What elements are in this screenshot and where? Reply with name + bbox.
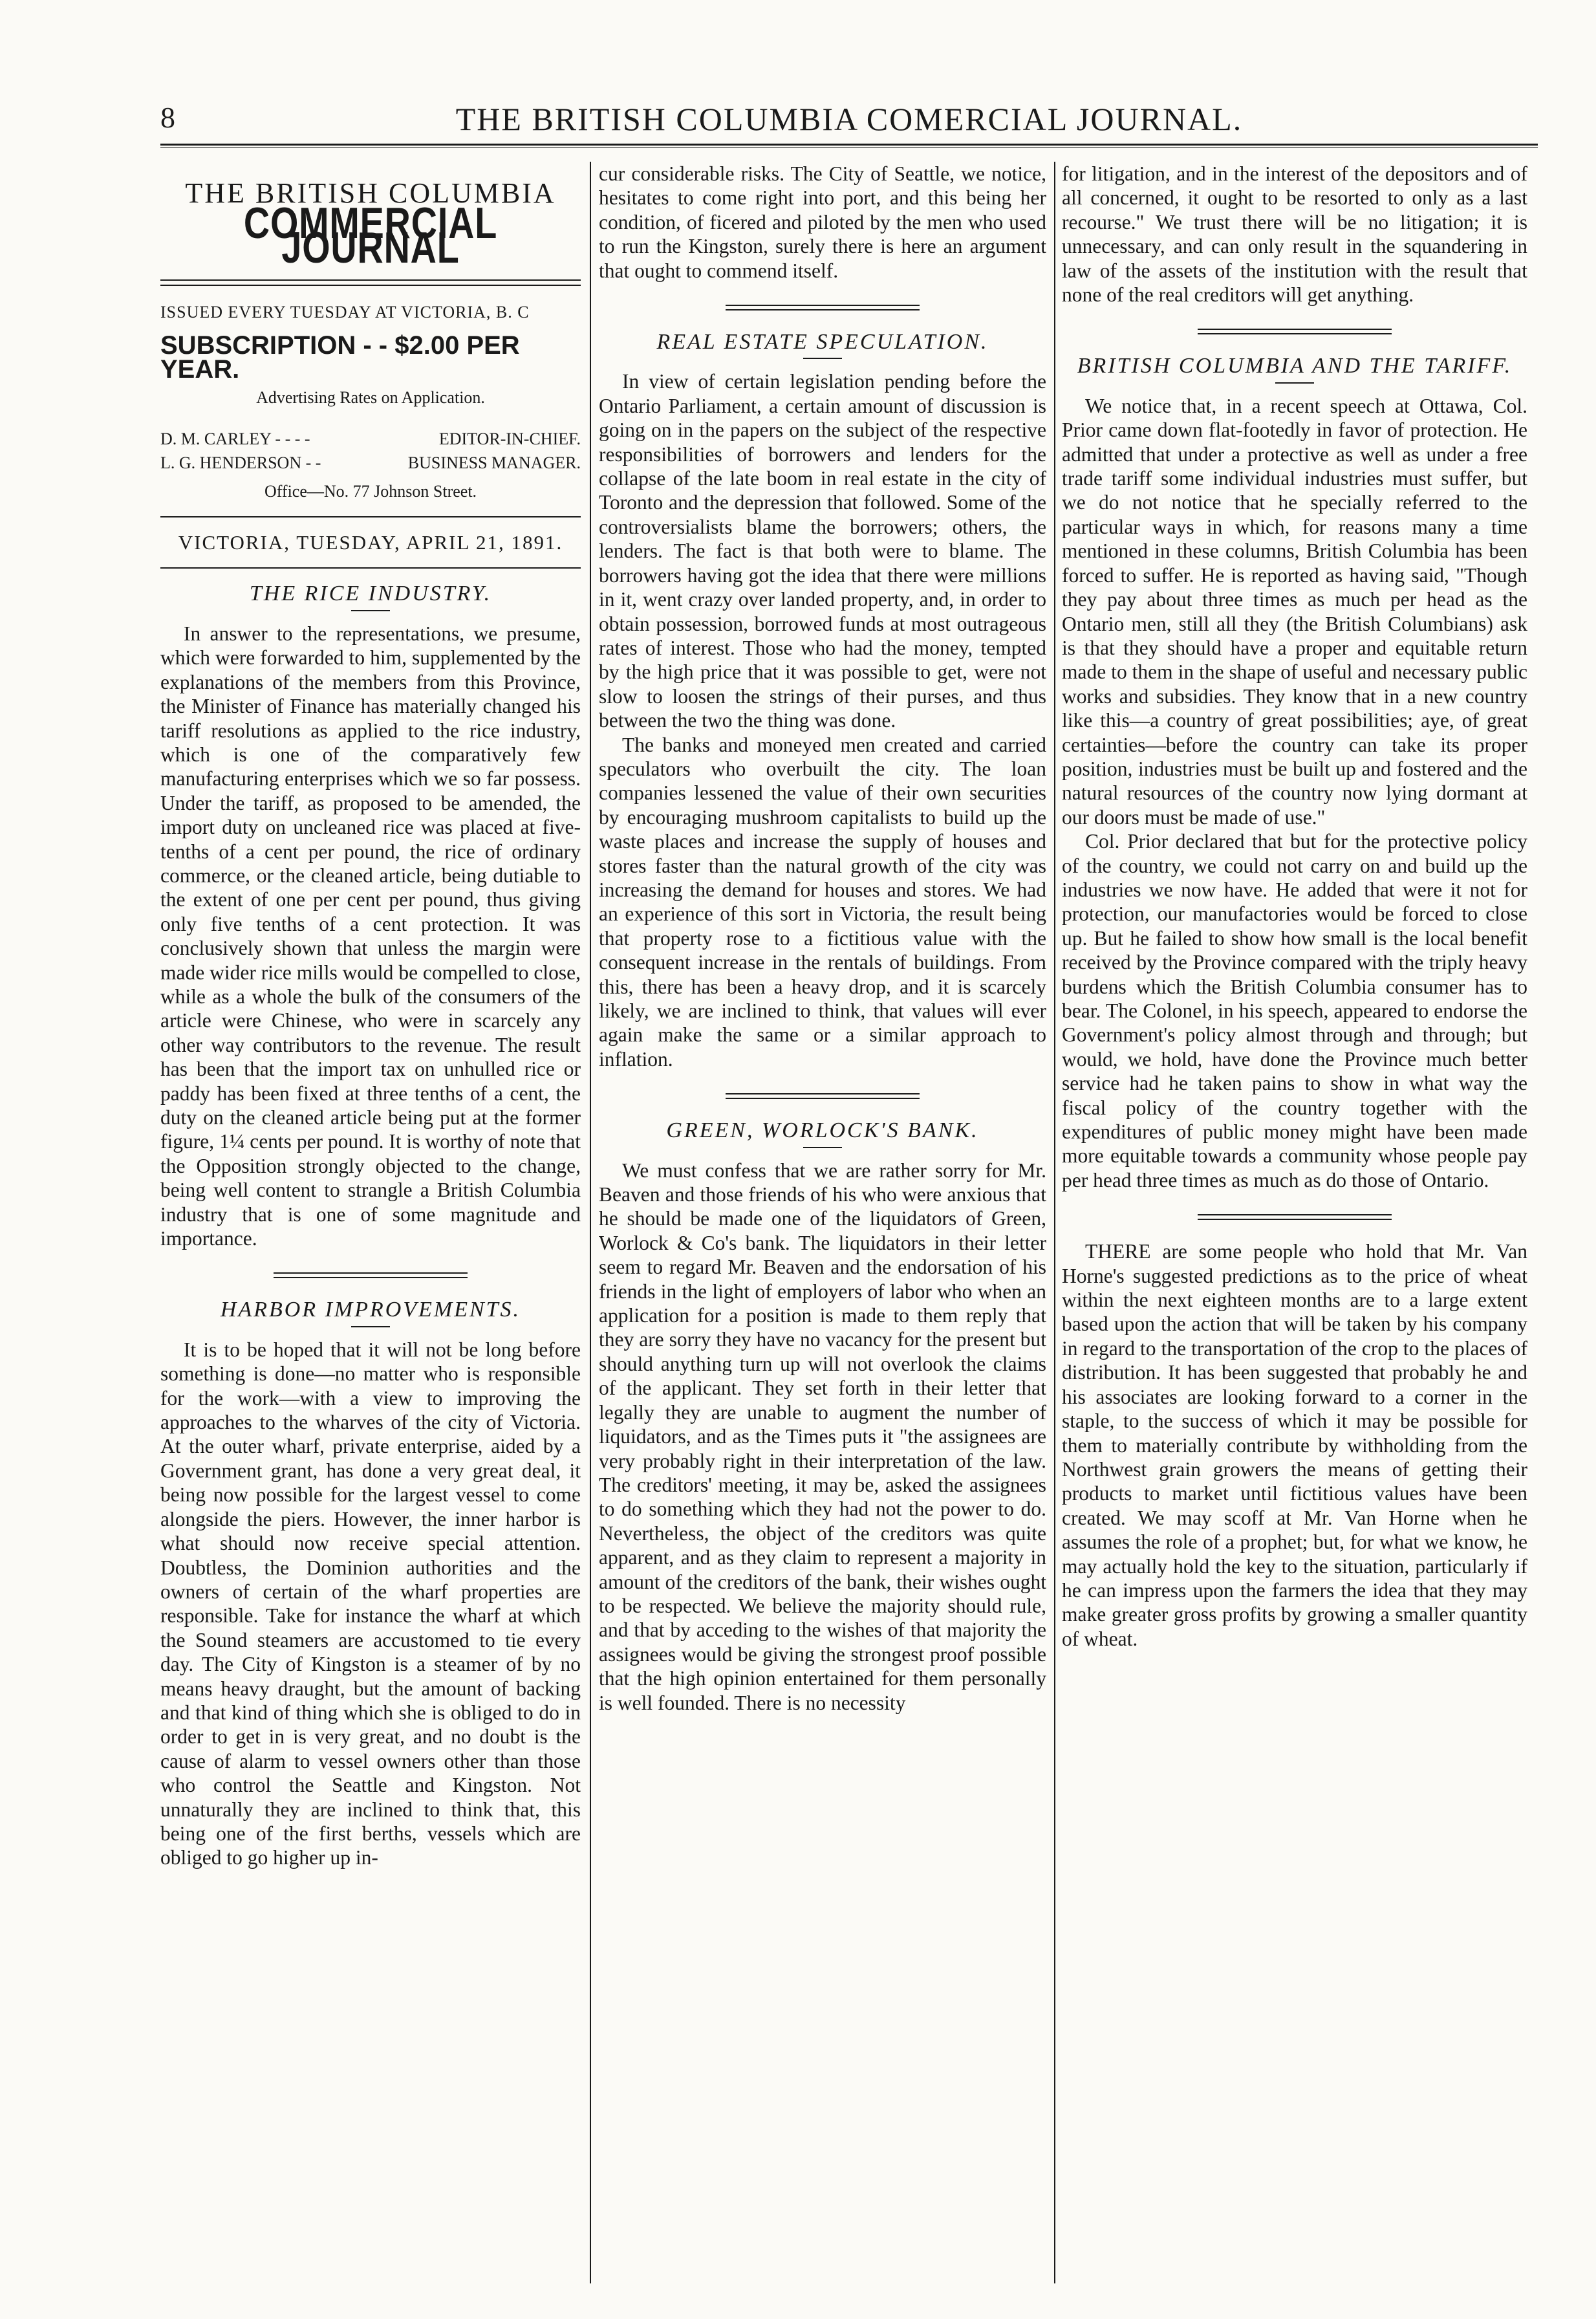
staff-list — [160, 427, 581, 475]
column-1 — [160, 162, 581, 2283]
dateline: VICTORIA, TUESDAY, APRIL 21, 1891. — [178, 531, 563, 554]
heading-dash — [803, 358, 842, 359]
column-divider — [590, 162, 591, 2283]
column-2 — [599, 162, 1046, 2283]
article-body: THERE are some people who hold that Mr. Van Horne's suggested predictions as to the price of wheat within the next eighteen months are to a large extent based upon the action that will be taken by his company in regard to the transportation of the crop to the places of distribution. It has been suggested that probably he and his associates are looking forward to a corner in the staple, to the success of which it may be possible for them to materially contribute by withholding from the Northwest grain growers the means of getting their products to market until fictitious values have been created. We may scoff at Mr. Van Horne when he assumes the role of a prophet; but, for what we know, he may actually hold the key to the situation, particularly if he can impress upon the farmers the idea that they may make greater gross profits by growing a smaller quantity of wheat. — [1062, 1240, 1527, 1650]
article-body: It is to be hoped that it will not be long before something is done—no matter who is responsible for the work—with a view to improving the approaches to the wharves of the city of Victoria. At the outer wharf, private enterprise, aided by a Government grant, has done a very great deal, it being now possible for the largest vessel to come alongside the piers. However, the inner harbor is what should now receive special attention. Doubtless, the Dominion authorities and the owners of certain of the wharf properties are responsible. Take for instance the wharf at which the Sound steamers are accustomed to tie every day. The City of Kingston is a steamer of by no means heavy draught, but the amount of backing and that kind of thing which she is obliged to do in order to get in is very great, and no doubt is the cause of alarm to vessel owners other than those who control the Seattle and Kingston. Not unnaturally they are inclined to think that, this being one of the first berths, vessels which are obliged to go higher up in- — [160, 1338, 581, 1869]
heading-dash — [351, 610, 390, 611]
article-heading: HARBOR IMPROVEMENTS. — [220, 1298, 521, 1322]
staff-row — [160, 451, 581, 475]
article-separator — [726, 1093, 920, 1099]
masthead — [160, 177, 581, 272]
article-heading: GREEN, WORLOCK'S BANK. — [666, 1118, 979, 1143]
manager-name: L. G. HENDERSON - - — [160, 453, 321, 473]
staff-row — [160, 427, 581, 451]
article-heading: BRITISH COLUMBIA AND THE TARIFF. — [1077, 354, 1513, 378]
article-separator — [1198, 1214, 1392, 1220]
advertising-line: Advertising Rates on Application. — [256, 388, 485, 408]
manager-role: BUSINESS MANAGER. — [407, 453, 581, 473]
editor-name: D. M. CARLEY - - - - — [160, 429, 310, 448]
article-body: The banks and moneyed men created and carried speculators who overbuilt the city. The loan companies lessened the value of their own securities by encouraging mushroom capitalists to build up the waste places and increase the supply of houses and stores faster than the natural growth of the city was increasing the demand for houses and stores. We had an experience of this sort in Victoria, the result being that property rose to a fictitious value with the consequent increase in the rentals of buildings. From this, there has been a heavy drop, and it is scarcely likely, we are inclined to think, that values will ever again make the same or a similar approach to inflation. — [599, 733, 1046, 1071]
office-address: Office—No. 77 Johnson Street. — [264, 481, 477, 501]
running-title: THE BRITISH COLUMBIA COMERCIAL JOURNAL. — [455, 101, 1243, 137]
issued-line: ISSUED EVERY TUESDAY AT VICTORIA, B. C — [160, 303, 530, 322]
article-body: We must confess that we are rather sorry for Mr. Beaven and those friends of his who were anxious that he should be made one of the liquidators of Green, Worlock & Co's bank. The liquidators in their letter seem to regard Mr. Beaven and the endorsation of his friends in the light of employers of labor who when an application for a position is made to them reply that they are sorry they have no vacancy for the present but should anything turn up will not overlook the claims of the applicant. They set forth in their letter that legally they are unable to augment the number of liquidators, and as the Times puts it "the assignees are very probably right in their interpretation of the law. The creditors' meeting, it may be, asked the assignees to do something which they had not the power to do. Nevertheless, the object of the creditors was quite apparent, and as they claim to represent a majority in amount of the creditors of the bank, their wishes ought to be respected. We believe the majority should rule, and that by acceding to the wishes of that majority the assignees would be giving the strongest proof possible that the high opinion entertained for them personally is well founded. There is no necessity — [599, 1159, 1046, 1714]
article-continuation: cur considerable risks. The City of Seattle, we notice, hesitates to come right into port, and this being her condition, of ficered and piloted by the men who used to run the Kingston, surely there is here an argument that ought to commend itself. — [599, 162, 1046, 282]
masthead-top: THE BRITISH COLUMBIA — [185, 177, 556, 209]
header-rule — [160, 144, 1538, 148]
subscription-line: SUBSCRIPTION - - $2.00 PER YEAR. — [160, 331, 520, 384]
article-separator — [274, 1272, 468, 1278]
heading-dash — [1275, 382, 1314, 384]
editor-role: EDITOR-IN-CHIEF. — [438, 429, 581, 448]
divider — [160, 516, 581, 517]
article-body: In answer to the representations, we presume, which were forwarded to him, supplemented by the explanations of the members from this Province, the Minister of Finance has materially changed his tariff resolutions as applied to the rice industry, which is one of the comparatively few manufacturing enterprises which we so far possess. Under the tariff, as proposed to be amended, the import duty on uncleaned rice was placed at five-tenths of a cent per pound, the rice of ordinary commerce, or the cleaned article, being dutiable to the extent of one per cent per pound, thus giving only five tenths of a cent protection. It was conclusively shown that unless the margin were made wider rice mills would be compelled to close, while as a whole the bulk of the consumers of the article were Chinese, who were in scarcely any other way contributors to the revenue. The result has been that the import tax on unhulled rice or paddy has been fixed at three tenths of a cent, the duty on the cleaned article being put at the former figure, 1¼ cents per pound. It is worthy of note that the Opposition strongly objected to the change, being well content to strangle a British Columbia industry that is one of some magnitude and importance. — [160, 622, 581, 1250]
article-body: Col. Prior declared that but for the protective policy of the country, we could not carry on and build up the industries we now have. He added that were it not for protection, our manufactories would be forced to close up. But he failed to show how small is the local benefit received by the Province compared with the triply heavy burdens which the British Columbia consumer has to bear. The Colonel, in his speech, appeared to endorse the Government's policy almost through and through; but would, we hold, have done the Province much better service had he taken pains to show in what way the fiscal policy of the country together with the expenditures of public money might have been made more equitable towards a community whose people pay per head three times as much as do those of Ontario. — [1062, 830, 1527, 1192]
article-body: In view of certain legislation pending before the Ontario Parliament, a certain amount of discussion is going on in the papers on the subject of the respective responsibilities of borrowers and lenders for the collapse of the late boom in real estate in the city of Toronto and the depression that followed. Some of the controversialists blame the borrowers; others, the lenders. The fact is that both were to blame. The borrowers having got the idea that there were millions in it, went crazy over landed property, and, in order to obtain possession, borrowed funds at most outrageous rates of interest. Those who had the money, tempted by the high price that it was possible to get, were not slow to loosen the strings of their purses, and thus between the two the thing was done. — [599, 370, 1046, 732]
masthead-title: COMMERCIAL JOURNAL — [243, 199, 498, 272]
article-separator — [726, 305, 920, 310]
article-separator — [1198, 329, 1392, 334]
article-heading: THE RICE INDUSTRY. — [249, 582, 492, 606]
column-divider — [1054, 162, 1055, 2283]
divider — [160, 279, 581, 286]
page-header — [160, 100, 1538, 146]
article-body: We notice that, in a recent speech at Ottawa, Col. Prior came down flat-footedly in favor of protection. He admitted that under a protective as well as under a free trade tariff some individual industries must suffer, but we do not notice that he specially referred to the particular ways in which, for reasons many a time mentioned in these columns, British Columbia has been forced to suffer. He is reported as having said, "Though they pay about three times as much per head as the Ontario men, still all they (the British Columbians) ask is that they should have a proper and equitable return made to them in the shape of useful and necessary public works and subsidies. They know that in a new country like this—a country of great possibilities; aye, of great certainties—before the country can take its proper position, industries must be built up and fostered and the natural resources of the country now lying dormant at our doors must be made of use." — [1062, 394, 1527, 829]
heading-dash — [351, 1326, 390, 1327]
heading-dash — [803, 1147, 842, 1148]
column-3 — [1062, 162, 1527, 2283]
divider — [160, 567, 581, 569]
page-number: 8 — [160, 101, 175, 134]
article-heading: REAL ESTATE SPECULATION. — [656, 330, 989, 354]
article-continuation: for litigation, and in the interest of the depositors and of all concerned, it ought to be resorted to only as a last recourse." We trust there will be no litigation; it is unnecessary, and can only result in the squandering in law of the assets of the institution with the result that none of the real creditors will get anything. — [1062, 162, 1527, 307]
